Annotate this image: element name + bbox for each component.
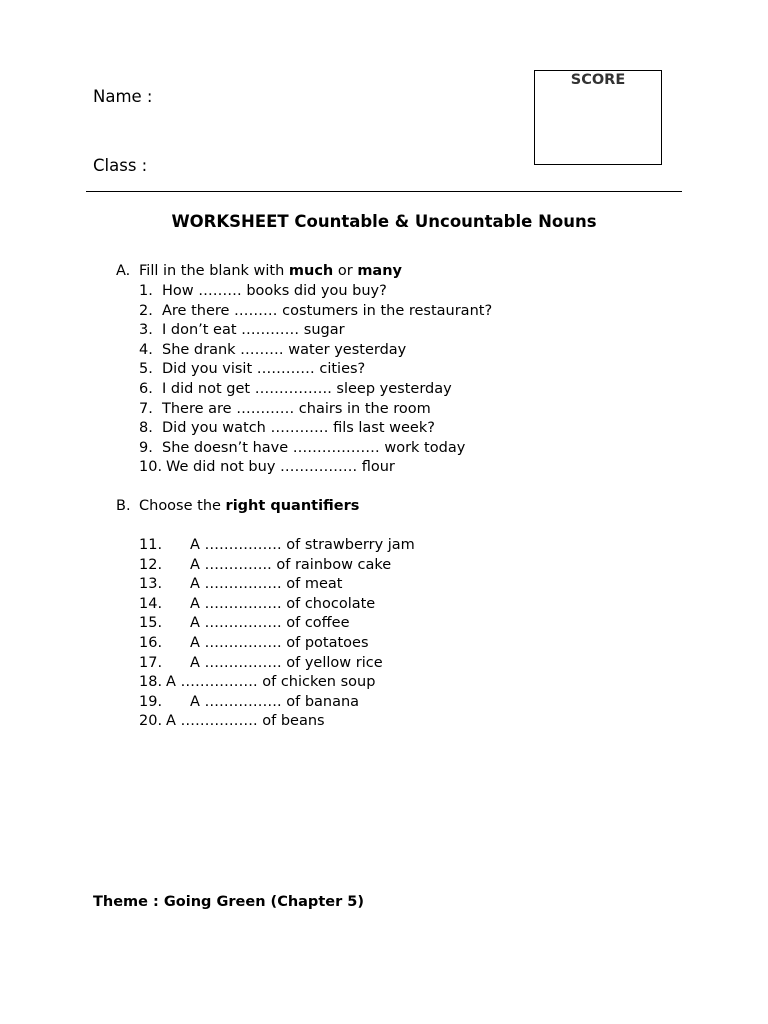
question-number: 11. xyxy=(139,537,163,553)
question-number: 15. xyxy=(139,615,163,632)
score-box xyxy=(534,70,662,165)
section-a-instruction xyxy=(139,263,402,279)
section-b-instruction xyxy=(139,498,359,514)
question-text: There are ………… chairs in the room xyxy=(162,400,431,417)
question-number: 10. xyxy=(139,459,163,476)
question-number: 3. xyxy=(139,322,153,339)
question-number: 7. xyxy=(139,400,153,417)
question-number: 14. xyxy=(139,595,163,612)
header-divider xyxy=(86,191,682,192)
question-text: A ……………. of yellow rice xyxy=(190,654,383,671)
question-text: She drank ……… water yesterday xyxy=(162,341,407,358)
section-a-letter: A. xyxy=(116,263,131,279)
instruction-text: Choose the xyxy=(139,498,226,514)
question-text: Are there ……… costumers in the restaurant? xyxy=(162,302,493,319)
worksheet-title: WORKSHEET Countable & Uncountable Nouns xyxy=(171,212,597,231)
question-number: 5. xyxy=(139,361,153,378)
question-number: 16. xyxy=(139,635,163,651)
question-text: A ……………. of beans xyxy=(166,713,325,730)
question-number: 9. xyxy=(139,439,153,456)
question-text: A ……………. of banana xyxy=(190,693,360,710)
question-text: A ……………. of chicken soup xyxy=(166,674,376,691)
section-b-letter: B. xyxy=(116,498,131,514)
question-number: 4. xyxy=(139,341,153,358)
question-text: A ……………. of coffee xyxy=(190,615,350,632)
question-number: 20. xyxy=(139,713,163,730)
question-text: We did not buy ……………. flour xyxy=(166,459,395,476)
question-text: A ……………. of potatoes xyxy=(190,635,369,651)
question-text: A ……………. of strawberry jam xyxy=(190,537,415,553)
instruction-bold-much: much xyxy=(288,263,334,279)
question-number: 8. xyxy=(139,420,153,437)
question-text: A ……………. of meat xyxy=(190,576,343,593)
question-text: A ……………. of chocolate xyxy=(190,595,376,612)
question-number: 6. xyxy=(139,381,153,397)
question-number: 19. xyxy=(139,693,163,710)
question-number: 1. xyxy=(139,283,153,299)
question-number: 13. xyxy=(139,576,163,593)
question-text: Did you visit ………… cities? xyxy=(162,361,366,378)
class-label: Class : xyxy=(93,156,148,175)
question-text: I don’t eat ………… sugar xyxy=(162,322,345,339)
question-number: 2. xyxy=(139,302,153,319)
question-number: 12. xyxy=(139,556,163,573)
instruction-text: or xyxy=(333,263,358,279)
theme-footer: Theme : Going Green (Chapter 5) xyxy=(93,894,364,910)
instruction-bold-many: many xyxy=(357,263,402,279)
instruction-bold-right-quantifiers: right quantifiers xyxy=(225,498,360,514)
question-number: 18. xyxy=(139,674,163,691)
question-text: A ………….. of rainbow cake xyxy=(190,556,392,573)
question-text: How ……… books did you buy? xyxy=(162,283,387,299)
question-number: 17. xyxy=(139,654,163,671)
score-label: SCORE xyxy=(570,72,626,88)
name-label: Name : xyxy=(93,87,153,106)
question-text: I did not get ……………. sleep yesterday xyxy=(162,381,452,397)
question-text: She doesn’t have ……………… work today xyxy=(162,439,466,456)
question-text: Did you watch ………… fils last week? xyxy=(162,420,435,437)
instruction-text: Fill in the blank with xyxy=(139,263,289,279)
